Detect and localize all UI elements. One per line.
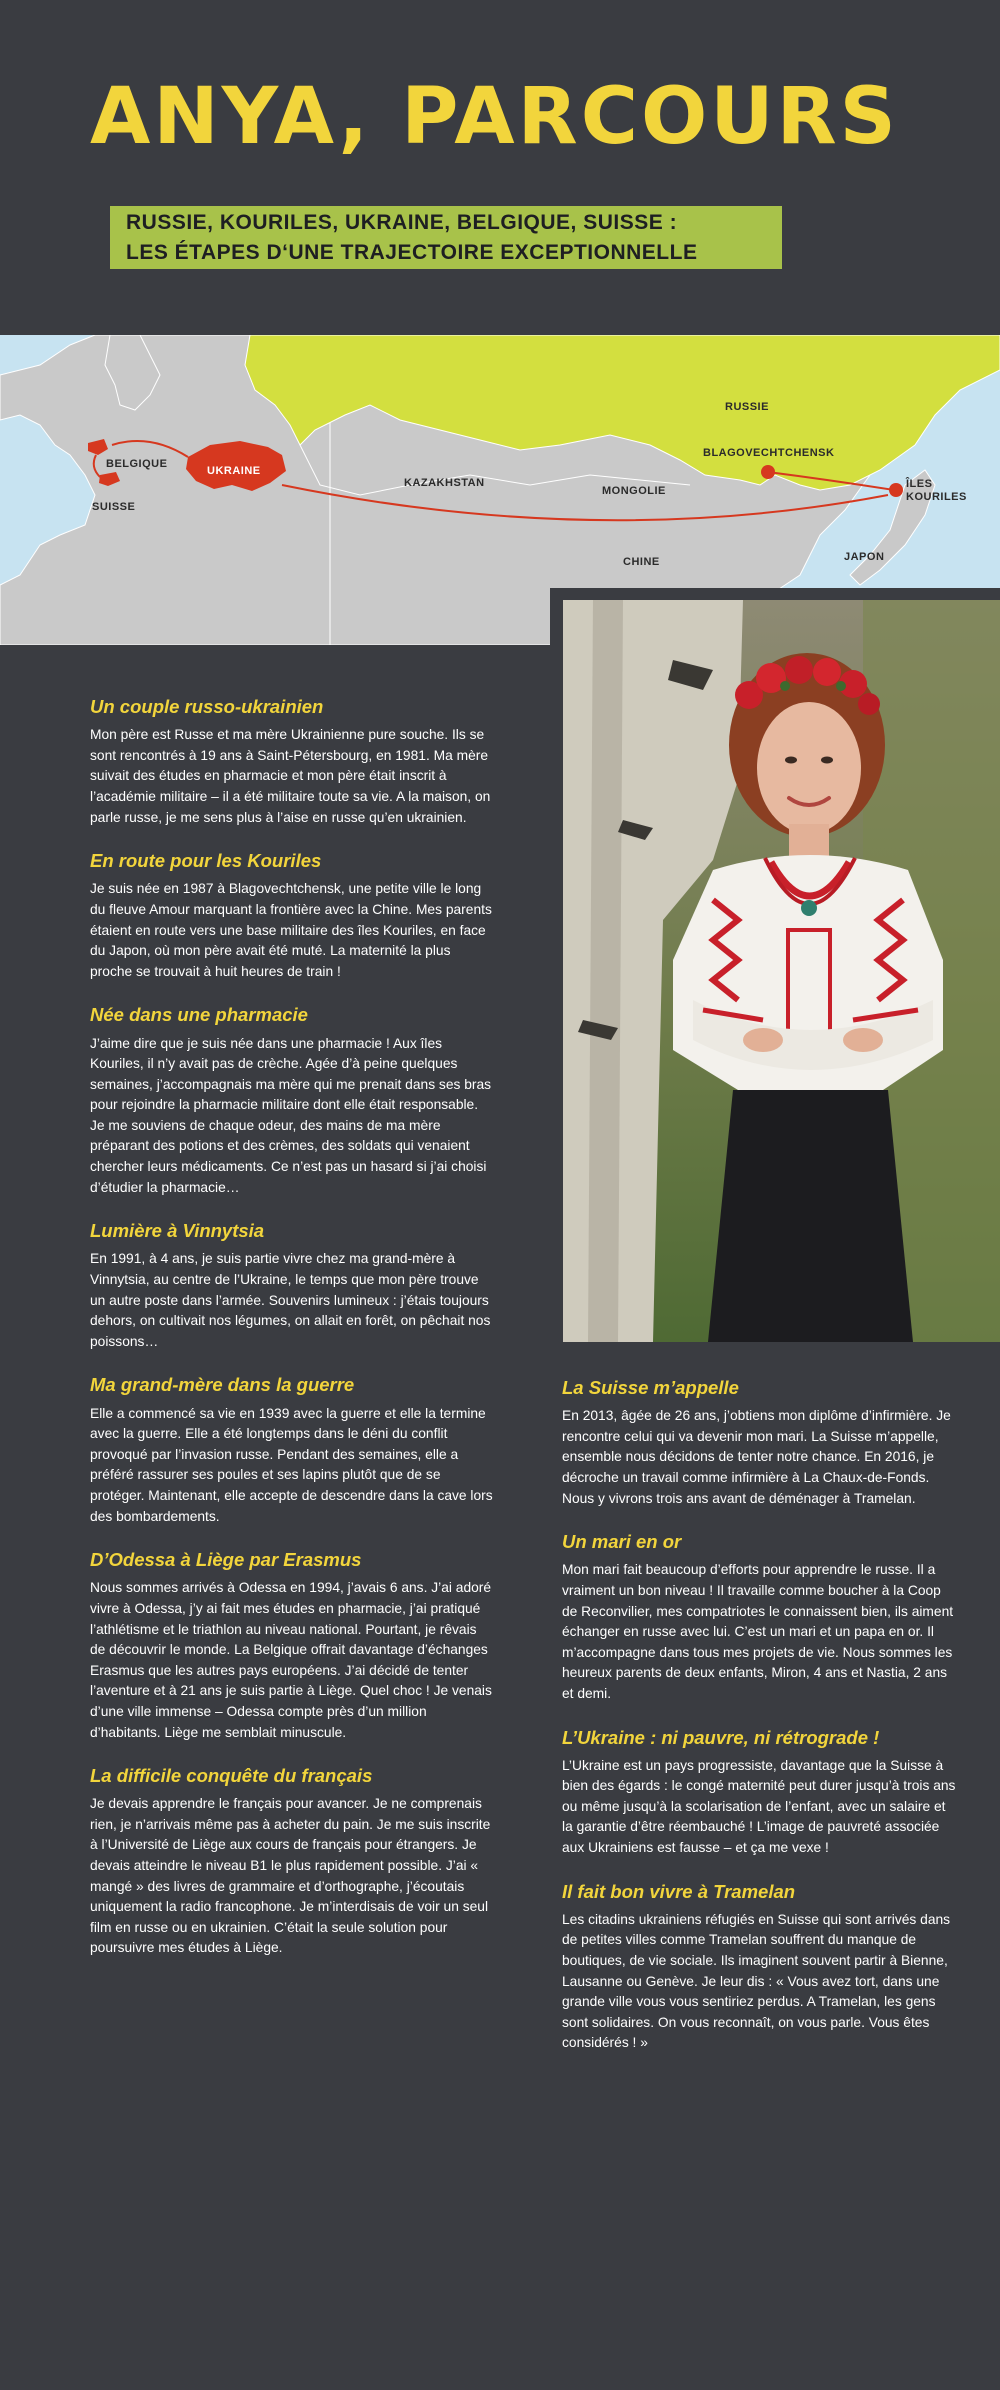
subtitle-line-2: LES ÉTAPES D‘UNE TRAJECTOIRE EXCEPTIONNELLE bbox=[126, 241, 698, 264]
map-label-kouriles: KOURILES bbox=[906, 491, 967, 503]
section-text: En 1991, à 4 ans, je suis partie vivre chez ma grand-mère à Vinnytsia, au centre de l’Ukraine, le temps que mon père trouve un autre poste dans l’armée. Souvenirs lumineux : j’étais toujours dehors, on cultivait nos légumes, on allait en forêt, on pêchait nos poissons… bbox=[90, 1251, 491, 1349]
section-mari bbox=[562, 1531, 960, 1704]
section-title: La difficile conquête du français bbox=[90, 1765, 373, 1787]
map-dot-kouriles bbox=[889, 483, 903, 497]
section-tramelan bbox=[562, 1881, 960, 2054]
map-label-belgique: BELGIQUE bbox=[106, 458, 168, 470]
map-label-kazakhstan: KAZAKHSTAN bbox=[404, 477, 485, 489]
left-column bbox=[90, 696, 495, 1981]
section-title: Il fait bon vivre à Tramelan bbox=[562, 1880, 796, 1902]
section-couple bbox=[90, 696, 495, 828]
map-label-blagovechtchensk: BLAGOVECHTCHENSK bbox=[703, 447, 835, 459]
map-label-mongolie: MONGOLIE bbox=[602, 485, 666, 497]
map-label-russie: RUSSIE bbox=[725, 401, 769, 413]
map-label-suisse: SUISSE bbox=[92, 501, 136, 513]
section-text: L’Ukraine est un pays progressiste, davantage que la Suisse à bien des égards : le congé maternité peut durer jusqu’à trois ans ou même jusqu’à la scolarisation de l’enfant, avec un salaire et la garantie d’être réembauché ! L’image de pauvreté associée aux Ukrainiens est fausse – et ça me vexe ! bbox=[562, 1757, 956, 1856]
map-label-chine: CHINE bbox=[623, 556, 660, 568]
section-pharmacie bbox=[90, 1004, 495, 1198]
map-label-japon: JAPON bbox=[844, 551, 885, 563]
page-title: ANYA, PARCOURS bbox=[90, 72, 899, 162]
map-dot-blagovechtchensk bbox=[761, 465, 775, 479]
section-grand-mere bbox=[90, 1374, 495, 1527]
section-suisse bbox=[562, 1377, 960, 1509]
section-text: Elle a commencé sa vie en 1939 avec la guerre et elle la termine avec la guerre. Elle a été longtemps dans le déni du conflit provoqué par l’invasion russe. Pendant des semaines, elle a préféré rassurer ses poules et ses lapins plutôt que de se protéger. Maintenant, elle accepte de descendre dans la cave lors des bombardements. bbox=[90, 1405, 493, 1524]
subtitle-line-1: RUSSIE, KOURILES, UKRAINE, BELGIQUE, SUISSE : bbox=[126, 211, 678, 234]
map-label-iles: ÎLES bbox=[906, 478, 933, 490]
section-ukraine bbox=[562, 1727, 960, 1859]
section-text: En 2013, âgée de 26 ans, j’obtiens mon diplôme d’infirmière. Je rencontre celui qui va devenir mon mari. La Suisse m’appelle, ensemble nous décidons de tenter notre chance. En 2016, je décroche un travail comme infirmière à La Chaux-de-Fonds. Nous y vivrons trois ans avant de déménager à Tramelan. bbox=[562, 1408, 951, 1506]
section-title: En route pour les Kouriles bbox=[90, 850, 322, 872]
section-text: Je devais apprendre le français pour avancer. Je ne comprenais rien, je n’arrivais même pas à acheter du pain. Je me suis inscrite à l’Université de Liège aux cours de français pour étrangers. Je devais atteindre le niveau B1 le plus rapidement possible. J’ai « mangé » des livres de grammaire et d’orthographe, j’écoutais uniquement la radio francophone. Je m’interdisais de voir un seul film en russe ou en ukrainien. C’était la seule solution pour poursuivre mes études à Liège. bbox=[90, 1796, 491, 1956]
section-text: J’aime dire que je suis née dans une pharmacie ! Aux îles Kouriles, il n’y avait pas de crèche. Agée d’à peine quelques semaines, j’accompagnais ma mère qui me prenait dans ses bras pour rejoindre la pharmacie militaire dont elle était responsable. Je me souviens de chaque odeur, des mains de ma mère préparant des potions et des crèmes, des soldats qui venaient chercher leurs médicaments. Ce n’est pas un hasard si j’ai choisi d’étudier la pharmacie… bbox=[90, 1035, 492, 1195]
section-text: Mon père est Russe et ma mère Ukrainienne pure souche. Ils se sont rencontrés à 19 ans à Saint-Pétersbourg, en 1981. Ma mère suivait des études en pharmacie et mon père était inscrit à l’académie militaire – il a été militaire toute sa vie. A la maison, on parle russe, je me sens plus à l’aise en russe qu’en ukrainien. bbox=[90, 727, 491, 825]
section-odessa-liege bbox=[90, 1549, 495, 1743]
section-vinnytsia bbox=[90, 1220, 495, 1352]
section-title: Un mari en or bbox=[562, 1531, 682, 1553]
section-title: D’Odessa à Liège par Erasmus bbox=[90, 1549, 362, 1571]
section-text: Mon mari fait beaucoup d’efforts pour apprendre le russe. Il a vraiment un bon niveau ! Il travaille comme boucher à la Coop de Reconvilier, mes compatriotes le connaissent bien, ils aiment échanger en russe avec lui. C’est un mari et un papa en or. Il m’accompagne dans tous mes projets de vie. Nous sommes les heureux parents de deux enfants, Miron, 4 ans et Nastia, 2 ans et demi. bbox=[562, 1562, 954, 1701]
portrait-illustration bbox=[563, 600, 1000, 1342]
section-title: La Suisse m’appelle bbox=[562, 1377, 739, 1398]
section-title: Ma grand-mère dans la guerre bbox=[90, 1374, 355, 1396]
subtitle-banner bbox=[110, 206, 782, 269]
map-label-ukraine: UKRAINE bbox=[207, 465, 261, 477]
section-title: Un couple russo-ukrainien bbox=[90, 696, 324, 717]
section-text: Les citadins ukrainiens réfugiés en Suisse qui sont arrivés dans de petites villes comme Tramelan souffrent du manque de boutiques, de vie sociale. Ils imaginent souvent partir à Bienne, Lausanne ou Genève. Je leur dis : « Vous avez tort, dans une grande ville vous vous sentiriez perdus. A Tramelan, les gens sont solidaires. On vous reconnaît, on vous parle. Vous êtes considérés ! » bbox=[562, 1911, 951, 2051]
section-francais bbox=[90, 1765, 495, 1959]
section-kouriles bbox=[90, 850, 495, 982]
section-text: Je suis née en 1987 à Blagovechtchensk, une petite ville le long du fleuve Amour marquant la frontière avec la Chine. Mes parents étaient en route vers une base militaire des îles Kouriles, en face du Japon, où mon père avait été muté. La maternité la plus proche se trouvait à huit heures de train ! bbox=[90, 881, 492, 979]
right-column bbox=[562, 1377, 960, 2076]
section-text: Nous sommes arrivés à Odessa en 1994, j’avais 6 ans. J’ai adoré vivre à Odessa, j’y ai fait mes études en pharmacie, j’ai pratiqué l’athlétisme et le triathlon au niveau national. Pourtant, je rêvais de découvrir le monde. La Belgique offrait davantage d’échanges Erasmus que les autres pays européens. J’ai décidé de tenter l’aventure et à 21 ans je suis partie à Liège. Quel choc ! Je venais d’une ville immense – Odessa compte près d’un million d’habitants. Liège me semblait minuscule. bbox=[90, 1580, 492, 1740]
section-title: L’Ukraine : ni pauvre, ni rétrograde ! bbox=[562, 1726, 880, 1748]
section-title: Lumière à Vinnytsia bbox=[90, 1220, 265, 1242]
portrait-photo bbox=[563, 600, 1000, 1342]
section-title: Née dans une pharmacie bbox=[90, 1004, 308, 1026]
